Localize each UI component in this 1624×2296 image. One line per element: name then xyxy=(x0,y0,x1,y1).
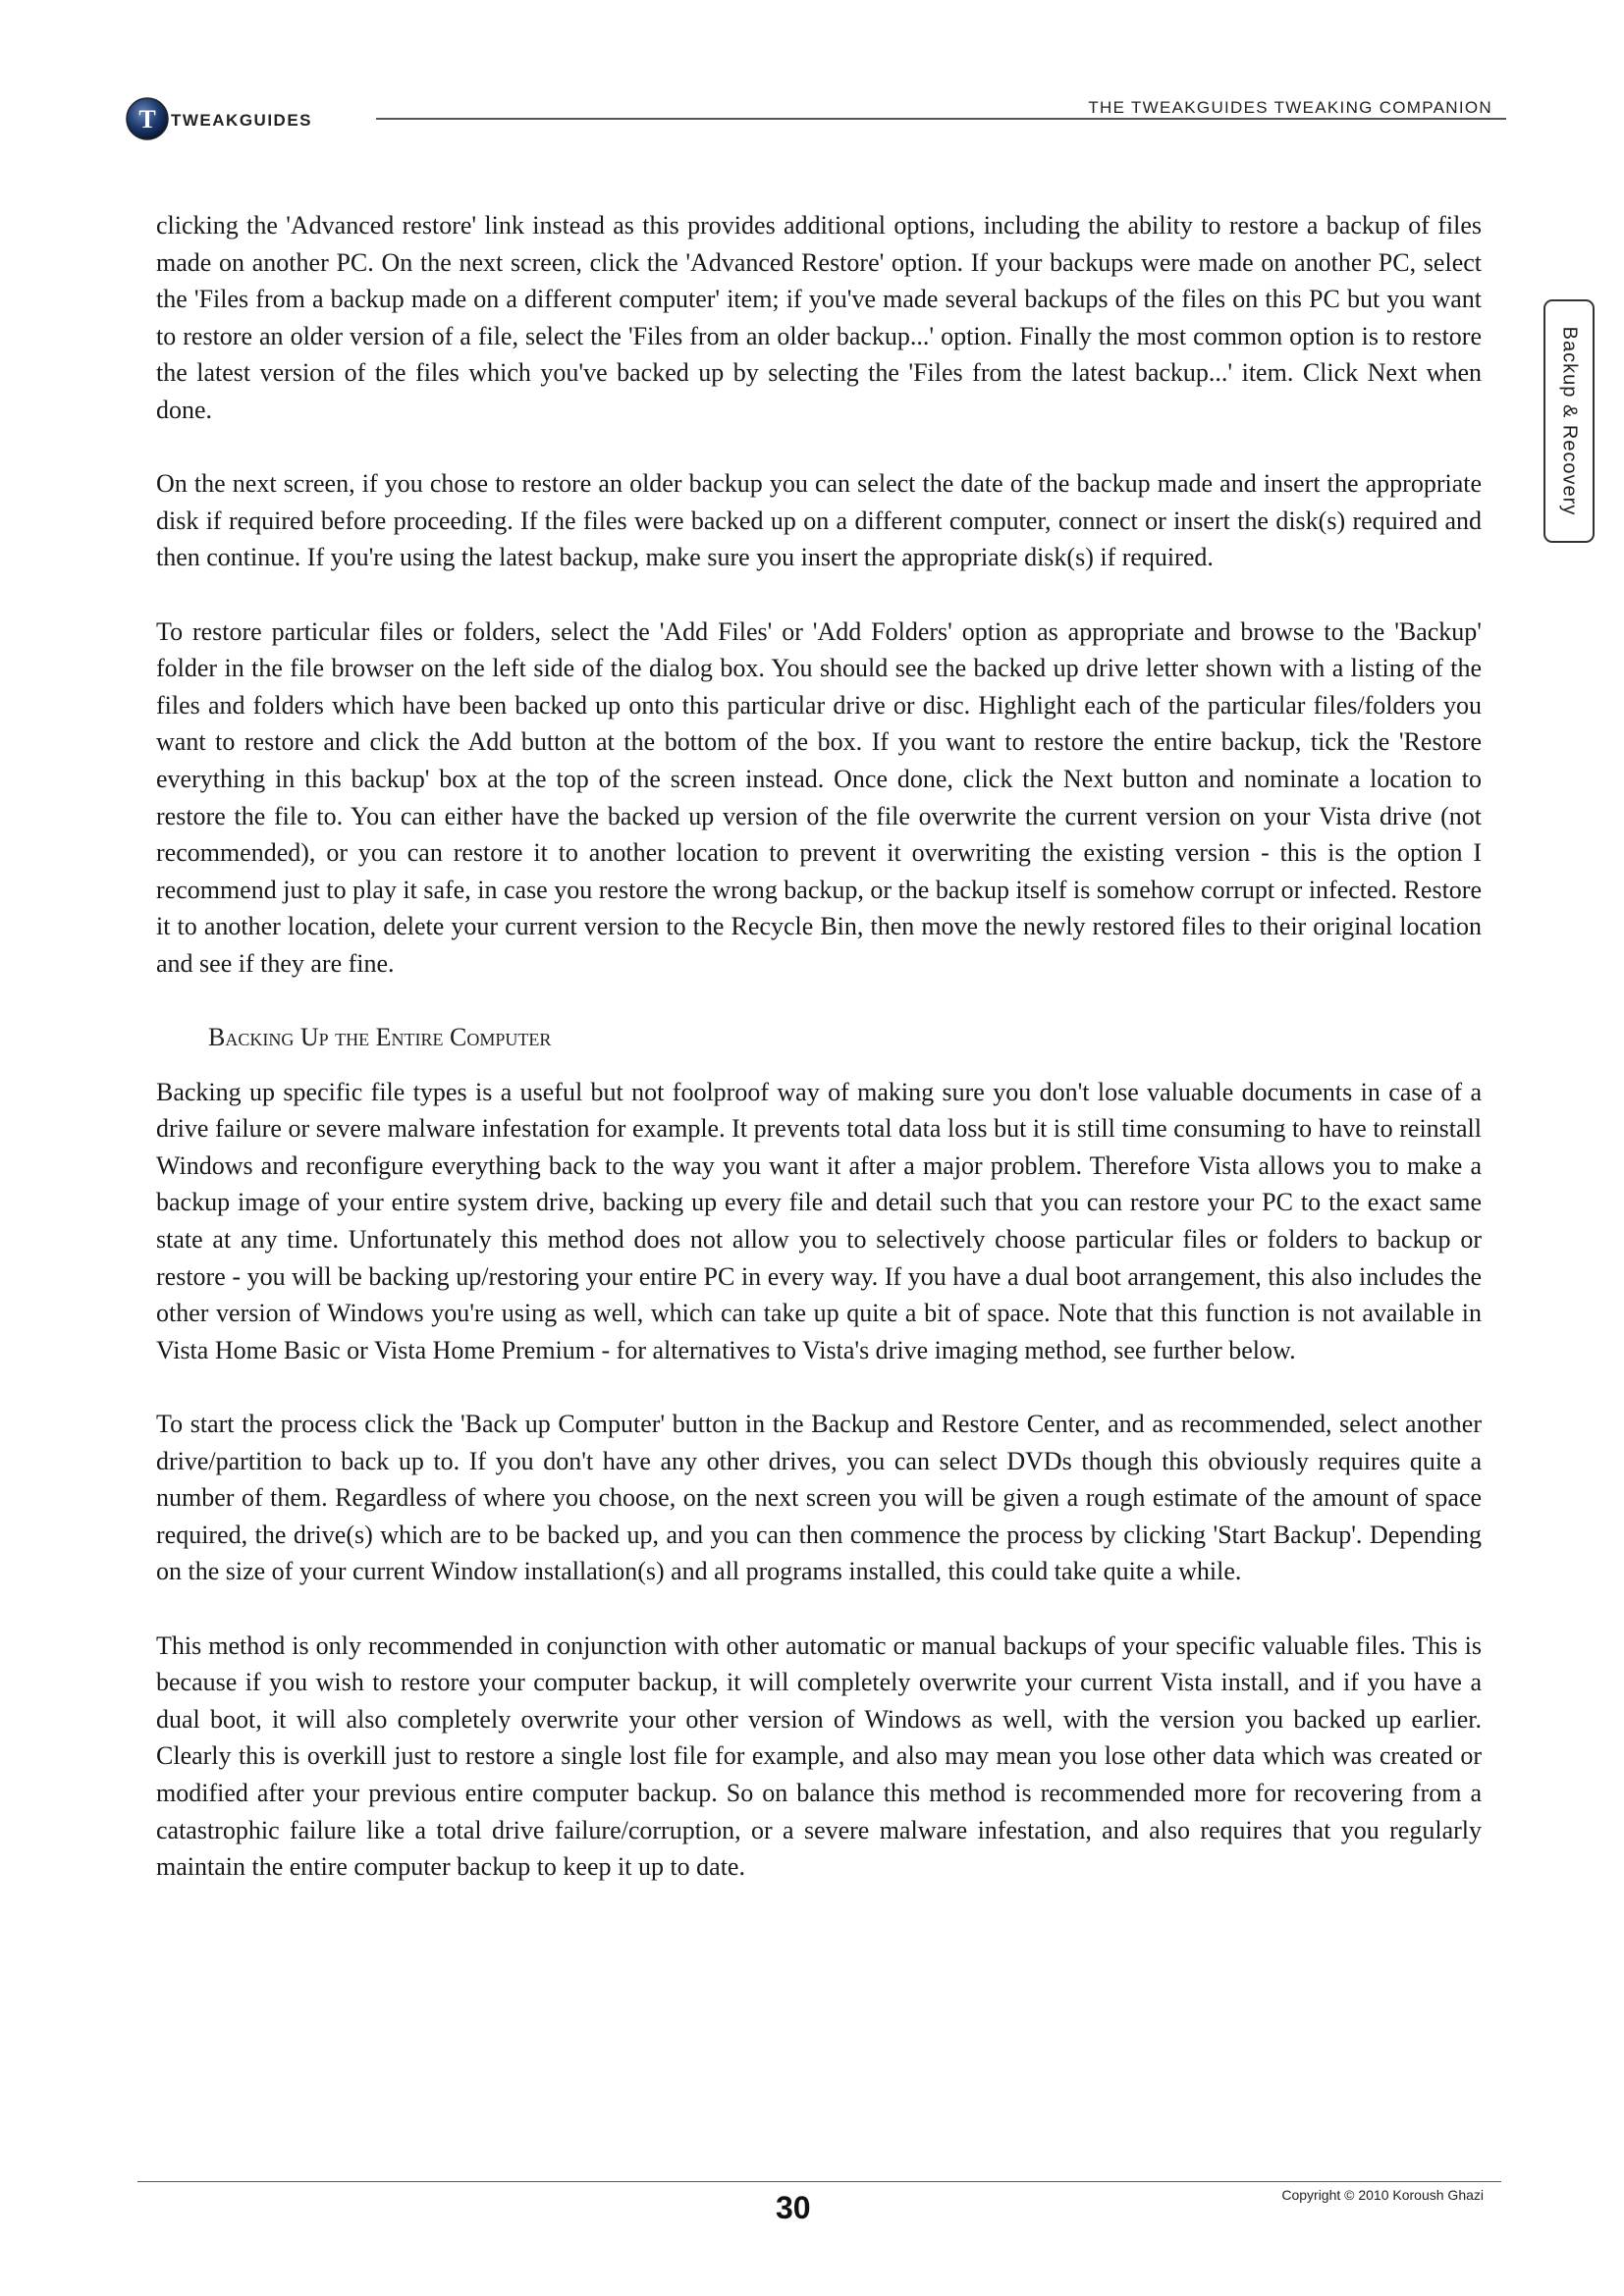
header-divider xyxy=(376,118,1506,120)
document-body xyxy=(156,207,1482,1922)
tweakguides-logo-icon xyxy=(126,95,361,142)
section-heading: Backing Up the Entire Computer xyxy=(208,1023,552,1052)
header-title: THE TWEAKGUIDES TWEAKING COMPANION xyxy=(1088,98,1492,117)
footer-divider xyxy=(137,2181,1501,2182)
body-paragraph: Backing up specific file types is a useful but not foolproof way of making sure you don't lose valuable documents in case of a drive failure or severe malware infestation for example. It prevents total data loss but it is still time consuming to have to reinstall Windows and reconfigure everything back to the way you want it after a major problem. Therefore Vista allows you to make a backup image of your entire system drive, backing up every file and detail such that you can restore your PC to the exact same state at any time. Unfortunately this method does not allow you to selectively choose particular files or folders to backup or restore - you will be backing up/restoring your entire PC in every way. If you have a dual boot arrangement, this also includes the other version of Windows you're using as well, which can take up quite a bit of space. Note that this function is not available in Vista Home Basic or Vista Home Premium - for alternatives to Vista's drive imaging method, see further below. xyxy=(156,1077,1482,1364)
svg-text:T: T xyxy=(138,105,156,133)
tweakguides-logo xyxy=(126,95,361,142)
body-paragraph: On the next screen, if you chose to restore an older backup you can select the date of the backup made and insert the appropriate disk if required before proceeding. If the files were backed up on a different computer, connect or insert the disk(s) required and then continue. If you're using the latest backup, make sure you insert the appropriate disk(s) if required. xyxy=(156,469,1482,572)
body-paragraph: This method is only recommended in conjunction with other automatic or manual backups of your specific valuable files. This is because if you wish to restore your computer backup, it will completely overwrite your current Vista install, and if you have a dual boot, it will also completely overwrite your other version of Windows as well, with the version you backed up earlier. Clearly this is overkill just to restore a single lost file for example, and also may mean you lose other data which was created or modified after your previous entire computer backup. So on balance this method is recommended more for recovering from a catastrophic failure like a total drive failure/corruption, or a severe malware infestation, and also requires that you regularly maintain the entire computer backup to keep it up to date. xyxy=(156,1630,1482,1882)
body-paragraph: clicking the 'Advanced restore' link instead as this provides additional options, including the ability to restore a backup of files made on another PC. On the next screen, click the 'Advanced Restore' option. If your backups were made on another PC, select the 'Files from a backup made on a different computer' item; if you've made several backups of the files on this PC but you want to restore an older version of a file, select the 'Files from an older backup...' option. Finally the most common option is to restore the latest version of the files which you've backed up by selecting the 'Files from the latest backup...' item. Click Next when done. xyxy=(156,211,1482,424)
body-paragraph: To start the process click the 'Back up Computer' button in the Backup and Restore Center, and as recommended, select another drive/partition to back up to. If you don't have any other drives, you can select DVDs though this obviously requires quite a number of them. Regardless of where you choose, on the next screen you will be given a rough estimate of the amount of space required, the drive(s) which are to be backed up, and you can then commence the process by clicking 'Start Backup'. Depending on the size of your current Window installation(s) and all programs installed, this could take quite a while. xyxy=(156,1410,1482,1586)
side-tab-label: Backup & Recovery xyxy=(1558,326,1581,516)
page-number: 30 xyxy=(776,2190,811,2225)
copyright-notice: Copyright © 2010 Koroush Ghazi xyxy=(1281,2187,1484,2203)
logo-text: TWEAKGUIDES xyxy=(171,111,312,130)
body-paragraph: To restore particular files or folders, select the 'Add Files' or 'Add Folders' option as appropriate and browse to the 'Backup' folder in the file browser on the left side of the dialog box. You should see the backed up drive letter shown with a listing of the files and folders which have been backed up onto this particular drive or disc. Highlight each of the particular files/folders you want to restore and click the Add button at the bottom of the box. If you want to restore the entire backup, tick the 'Restore everything in this backup' box at the top of the screen instead. Once done, click the Next button and nominate a location to restore the file to. You can either have the backed up version of the file overwrite the current version on your Vista drive (not recommended), or you can restore it to another location to prevent it overwriting the existing version - this is the option I recommend just to play it safe, in case you restore the wrong backup, or the backup itself is somehow corrupt or infected. Restore it to another location, delete your current version to the Recycle Bin, then move the newly restored files to their original location and see if they are fine. xyxy=(156,616,1482,978)
section-side-tab xyxy=(1543,299,1595,543)
